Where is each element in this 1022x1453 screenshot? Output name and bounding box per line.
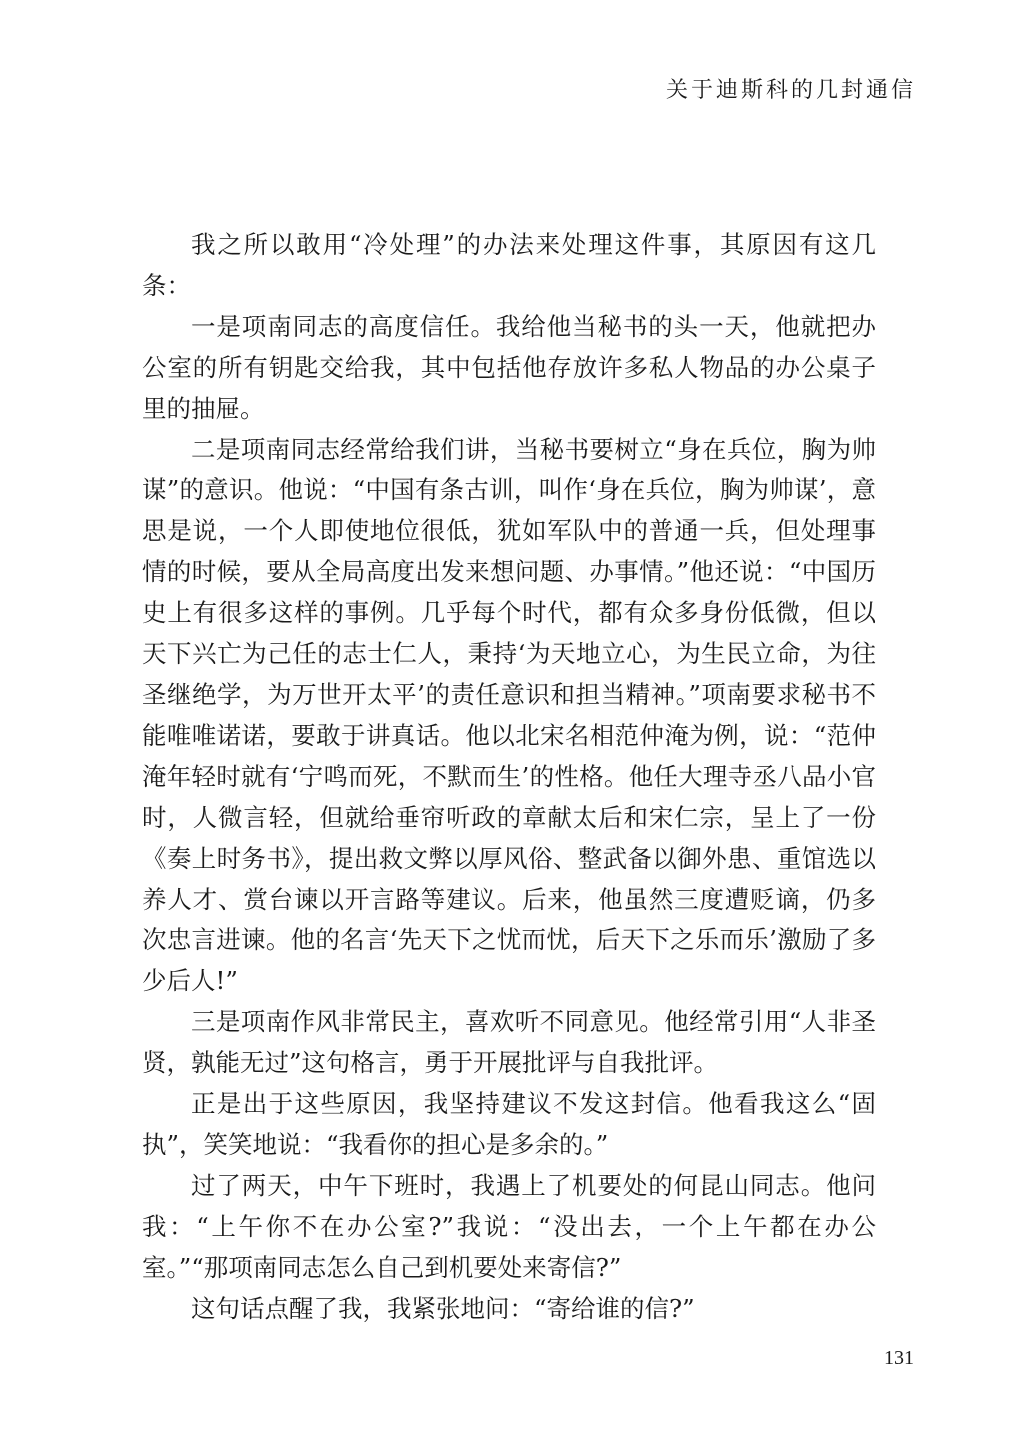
paragraph: 正是出于这些原因，我坚持建议不发这封信。他看我这么“固执”，笑笑地说：“我看你的担心是多余的。” [142, 1089, 876, 1159]
page-number: 131 [884, 1347, 914, 1369]
paragraph: 过了两天，中午下班时，我遇上了机要处的何昆山同志。他问我：“上午你不在办公室?”我说：“没出去，一个上午都在办公室。”“那项南同志怎么自己到机要处来寄信?” [142, 1170, 876, 1282]
paragraph: 三是项南作风非常民主，喜欢听不同意见。他经常引用“人非圣贤，孰能无过”这句格言，勇于开展批评与自我批评。 [142, 1007, 876, 1078]
paragraph: 我之所以敢用“冷处理”的办法来处理这件事，其原因有这几条： [142, 230, 876, 300]
paragraph: 这句话点醒了我，我紧张地问：“寄给谁的信?” [191, 1293, 695, 1323]
body-text [142, 225, 876, 1329]
paragraph: 二是项南同志经常给我们讲，当秘书要树立“身在兵位，胸为帅谋”的意识。他说：“中国有条古训，叫作‘身在兵位，胸为帅谋’，意思是说，一个人即使地位很低，犹如军队中的普通一兵，但处理事情的时候，要从全局高度出发来想问题、办事情。”他还说：“中国历史上有很多这样的事例。几乎每个时代，都有众多身份低微，但以天下兴亡为己任的志士仁人，秉持‘为天地立心，为生民立命，为往圣继绝学，为万世开太平’的责任意识和担当精神。”项南要求秘书不能唯唯诺诺，要敢于讲真话。他以北宋名相范仲淹为例，说：“范仲淹年轻时就有‘宁鸣而死，不默而生’的性格。他任大理寺丞八品小官时，人微言轻，但就给垂帘听政的章献太后和宋仁宗，呈上了一份《奏上时务书》，提出救文弊以厚风俗、整武备以御外患、重馆选以养人才、赏台谏以开言路等建议。后来，他虽然三度遭贬谪，仍多次忠言进谏。他的名言‘先天下之忧而忧，后天下之乐而乐’激励了多少后人!” [142, 434, 876, 996]
running-header: 关于迪斯科的几封通信 [665, 78, 916, 103]
paragraph: 一是项南同志的高度信任。我给他当秘书的头一天，他就把办公室的所有钥匙交给我，其中包括他存放许多私人物品的办公桌子里的抽屉。 [142, 311, 876, 423]
